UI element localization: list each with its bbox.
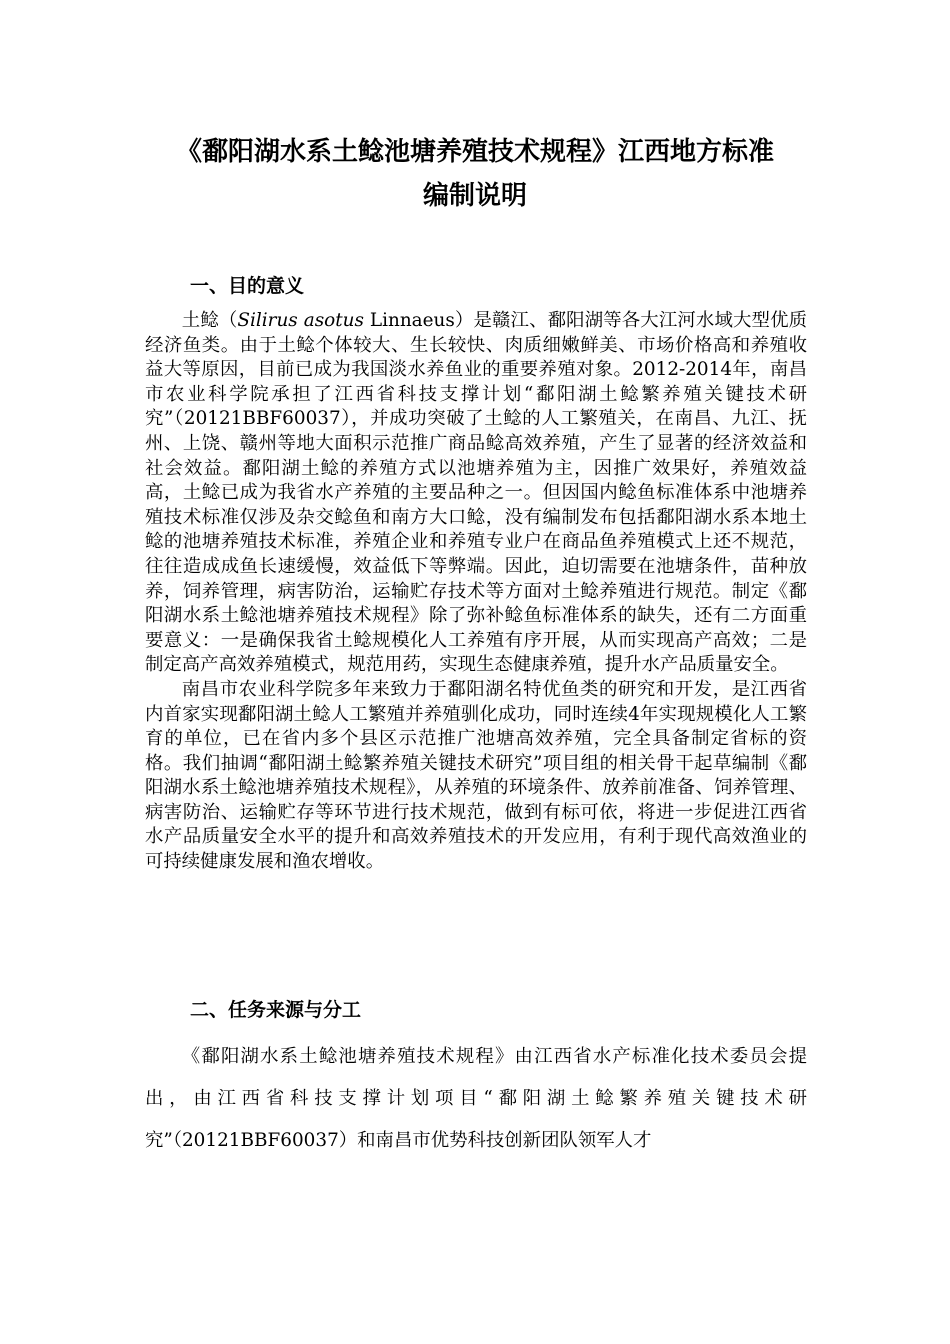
- species-name-italic: Silirus asotus: [237, 310, 364, 331]
- document-title-line-1: 《鄱阳湖水系土鲶池塘养殖技术规程》江西地方标准: [175, 137, 774, 167]
- section-2-heading: 二、任务来源与分工: [190, 999, 362, 1021]
- section-2-paragraph-1: 《鄱阳湖水系土鲶池塘养殖技术规程》由江西省水产标准化技术委员会提出，由江西省科技支撑计划项目“鄱阳湖土鲶繁养殖关键技术研究”（20121BBF60037）和南昌市优势科技创新团队领军人才: [145, 1046, 807, 1151]
- section-1-heading: 一、目的意义: [190, 275, 305, 297]
- p1-rest: ）是赣江、鄱阳湖等各大江河水域大型优质经济鱼类。由于土鲶个体较大、生长较快、肉质细嫩鲜美、市场价格高和养殖收益大等原因，目前已成为我国淡水养鱼业的重要养殖对象。2012-2014年，南昌市农业科学院承担了江西省科技支撑计划“鄱阳湖土鲶繁养殖关键技术研究”（20121BBF60037），并成功突破了土鲶的人工繁殖关，在南昌、九江、抚州、上饶、赣州等地大面积示范推广商品鲶高效养殖，产生了显著的经济效益和社会效益。鄱阳湖土鲶的养殖方式以池塘养殖为主，因推广效果好，养殖效益高，土鲶已成为我省水产养殖的主要品种之一。但因国内鲶鱼标准体系中池塘养殖技术标准仅涉及杂交鲶鱼和南方大口鲶，没有编制发布包括鄱阳湖水系本地土鲶的池塘养殖技术标准，养殖企业和养殖专业户在商品鱼养殖模式上还不规范，往往造成成鱼长速缓慢，效益低下等弊端。因此，迫切需要在池塘条件，苗种放养，饲养管理，病害防治，运输贮存技术等方面对土鲶养殖进行规范。制定《鄱阳湖水系土鲶池塘养殖技术规程》除了弥补鲶鱼标准体系的缺失，还有二方面重要意义：一是确保我省土鲶规模化人工养殖有序开展，从而实现高产高效；二是制定高产高效养殖模式，规范用药，实现生态健康养殖，提升水产品质量安全。: [145, 310, 807, 676]
- section-1-paragraph-1: [145, 309, 807, 678]
- section-1-body: [145, 309, 807, 875]
- document-title-line-2: 编制说明: [422, 181, 527, 211]
- species-author: Linnaeus: [363, 310, 455, 331]
- section-1-paragraph-2: 南昌市农业科学院多年来致力于鄱阳湖名特优鱼类的研究和开发，是江西省内首家实现鄱阳湖土鲶人工繁殖并养殖驯化成功，同时连续4年实现规模化人工繁育的单位，已在省内多个县区示范推广池塘高效养殖，完全具备制定省标的资格。我们抽调“鄱阳湖土鲶繁养殖关键技术研究”项目组的相关骨干起草编制《鄱阳湖水系土鲶池塘养殖技术规程》，从养殖的环境条件、放养前准备、饲养管理、病害防治、运输贮存等环节进行技术规范，做到有标可依，将进一步促进江西省水产品质量安全水平的提升和高效养殖技术的开发应用，有利于现代高效渔业的可持续健康发展和渔农增收。: [145, 678, 807, 873]
- p1-start: 土鲶（: [181, 310, 238, 331]
